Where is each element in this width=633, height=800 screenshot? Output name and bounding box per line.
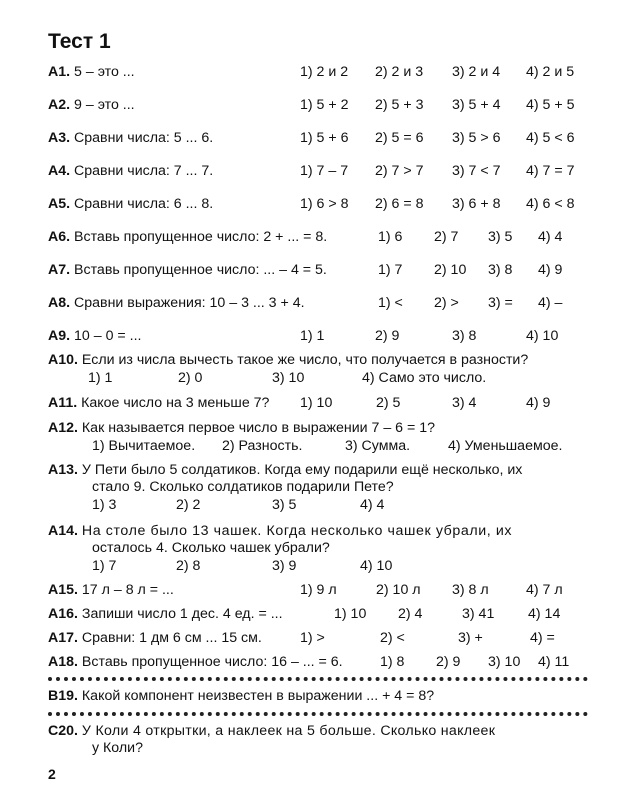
option: 3) 4 xyxy=(452,395,477,411)
option: 2) 5 = 6 xyxy=(375,130,424,146)
option: 1) 5 + 2 xyxy=(300,97,349,113)
option: 1) 3 xyxy=(92,497,117,513)
option: 2) > xyxy=(434,295,459,311)
option: 4) Уменьшаемое. xyxy=(448,438,563,454)
option: 3) 6 + 8 xyxy=(452,196,501,212)
option: 1) < xyxy=(378,295,403,311)
option: 3) 7 < 7 xyxy=(452,163,501,179)
option: 1) 7 xyxy=(92,558,117,574)
question-text-line: осталось 4. Сколько чашек убрали? xyxy=(92,540,330,556)
option: 4) 6 < 8 xyxy=(526,196,575,212)
option: 1) 10 xyxy=(334,606,367,622)
question-a15: А15. 17 л – 8 л = ... xyxy=(48,582,174,598)
section-divider xyxy=(48,712,588,716)
option: 2) 9 xyxy=(436,654,461,670)
option: 2) Разность. xyxy=(222,438,303,454)
option: 3) 2 и 4 xyxy=(452,64,501,80)
option: 4) 9 xyxy=(526,395,551,411)
option: 2) 10 л xyxy=(376,582,421,598)
section-divider xyxy=(48,677,588,681)
option: 1) 2 и 2 xyxy=(300,64,349,80)
option: 1) 1 xyxy=(88,370,113,386)
question-a9: А9. 10 – 0 = ... xyxy=(48,328,142,344)
question-a11: А11. Какое число на 3 меньше 7? xyxy=(48,395,270,411)
option: 1) 7 – 7 xyxy=(300,163,349,179)
question-a12: А12. Как называется первое число в выражении 7 – 6 = 1? xyxy=(48,420,435,436)
option: 3) 5 xyxy=(488,229,513,245)
question-a16: А16. Запиши число 1 дес. 4 ед. = ... xyxy=(48,606,283,622)
option: 3) Сумма. xyxy=(345,438,411,454)
option: 2) 2 xyxy=(176,497,201,513)
option: 4) 9 xyxy=(538,262,563,278)
option: 3) 8 л xyxy=(452,582,489,598)
option: 2) < xyxy=(380,630,405,646)
option: 2) 4 xyxy=(398,606,423,622)
question-a5: А5. Сравни числа: 6 ... 8. xyxy=(48,196,214,212)
option: 1) 6 > 8 xyxy=(300,196,349,212)
option: 3) 10 xyxy=(488,654,521,670)
question-a13: А13. У Пети было 5 солдатиков. Когда ему подарили ещё несколько, их xyxy=(48,462,523,478)
option: 2) 5 xyxy=(376,395,401,411)
question-a6: А6. Вставь пропущенное число: 2 + ... = 8. xyxy=(48,229,328,245)
option: 2) 7 xyxy=(434,229,459,245)
question-a14: А14. На столе было 13 чашек. Когда несколько чашек убрали, их xyxy=(48,523,513,539)
option: 1) 6 xyxy=(378,229,403,245)
option: 4) 5 < 6 xyxy=(526,130,575,146)
option: 2) 2 и 3 xyxy=(375,64,424,80)
question-a8: А8. Сравни выражения: 10 – 3 ... 3 + 4. xyxy=(48,295,305,311)
option: 3) 5 > 6 xyxy=(452,130,501,146)
question-c20: С20. У Коли 4 открытки, а наклеек на 5 больше. Сколько наклеек xyxy=(48,723,496,739)
option: 1) Вычитаемое. xyxy=(92,438,196,454)
option: 3) 9 xyxy=(272,558,297,574)
option: 4) – xyxy=(538,295,563,311)
option: 2) 0 xyxy=(178,370,203,386)
option: 1) 5 + 6 xyxy=(300,130,349,146)
question-text-line: стало 9. Сколько солдатиков подарили Пете? xyxy=(92,479,394,495)
question-a4: А4. Сравни числа: 7 ... 7. xyxy=(48,163,214,179)
option: 2) 9 xyxy=(375,328,400,344)
question-a2: А2. 9 – это ... xyxy=(48,97,135,113)
option: 3) + xyxy=(458,630,483,646)
option: 3) 41 xyxy=(462,606,495,622)
option: 3) = xyxy=(488,295,513,311)
option: 1) 7 xyxy=(378,262,403,278)
question-a17: А17. Сравни: 1 дм 6 см ... 15 см. xyxy=(48,630,262,646)
option: 4) 7 = 7 xyxy=(526,163,575,179)
option: 1) 9 л xyxy=(300,582,337,598)
option: 1) 8 xyxy=(380,654,405,670)
option: 4) 5 + 5 xyxy=(526,97,575,113)
question-text-line: у Коли? xyxy=(92,740,143,756)
option: 4) 2 и 5 xyxy=(526,64,575,80)
question-a1: А1. 5 – это ... xyxy=(48,64,135,80)
option: 4) 11 xyxy=(538,654,570,670)
option: 4) = xyxy=(530,630,555,646)
option: 2) 6 = 8 xyxy=(375,196,424,212)
question-a18: А18. Вставь пропущенное число: 16 – ... = 6. xyxy=(48,654,343,670)
option: 4) 4 xyxy=(538,229,563,245)
question-b19: В19. Какой компонент неизвестен в выражении ... + 4 = 8? xyxy=(48,688,435,704)
option: 1) 1 xyxy=(300,328,325,344)
option: 3) 10 xyxy=(272,370,305,386)
question-a10: А10. Если из числа вычесть такое же число, что получается в разности? xyxy=(48,352,529,368)
option: 2) 7 > 7 xyxy=(375,163,424,179)
question-a3: А3. Сравни числа: 5 ... 6. xyxy=(48,130,214,146)
option: 3) 5 + 4 xyxy=(452,97,501,113)
option: 4) 10 xyxy=(360,558,393,574)
option: 4) 14 xyxy=(528,606,561,622)
option: 1) 10 xyxy=(300,395,333,411)
option: 2) 8 xyxy=(176,558,201,574)
page-number: 2 xyxy=(48,766,56,782)
option: 4) Само это число. xyxy=(362,370,487,386)
option: 3) 8 xyxy=(488,262,513,278)
option: 4) 4 xyxy=(360,497,385,513)
option: 4) 7 л xyxy=(526,582,563,598)
option: 2) 10 xyxy=(434,262,467,278)
option: 1) > xyxy=(300,630,325,646)
page-title: Тест 1 xyxy=(48,30,111,53)
option: 4) 10 xyxy=(526,328,559,344)
option: 2) 5 + 3 xyxy=(375,97,424,113)
question-a7: А7. Вставь пропущенное число: ... – 4 = 5. xyxy=(48,262,327,278)
option: 3) 5 xyxy=(272,497,297,513)
option: 3) 8 xyxy=(452,328,477,344)
